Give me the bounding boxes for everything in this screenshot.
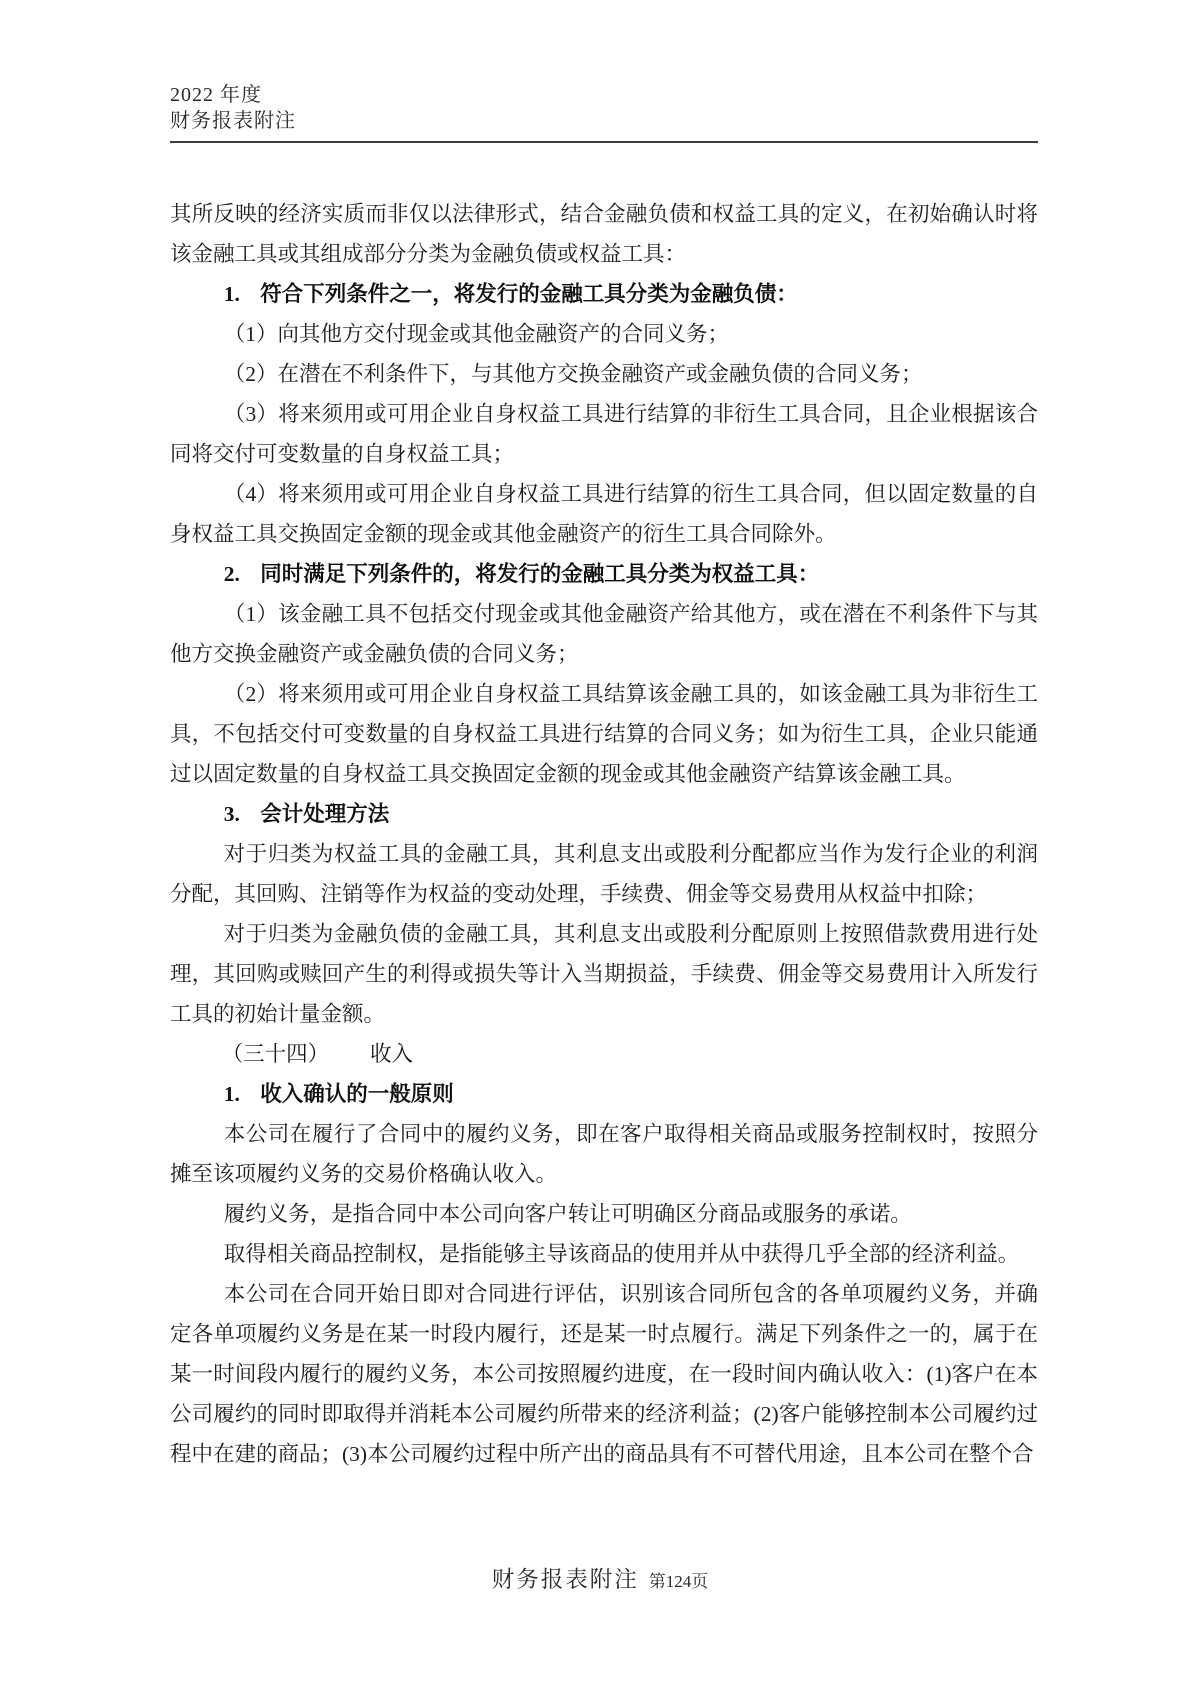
- heading-text: 会计处理方法: [260, 802, 390, 826]
- paragraph: （1）向其他方交付现金或其他金融资产的合同义务；: [223, 322, 730, 346]
- paragraph: 取得相关商品控制权，是指能够主导该商品的使用并从中获得几乎全部的经济利益。: [223, 1242, 1020, 1266]
- numbered-heading: [170, 274, 1038, 314]
- page-header: [170, 82, 1038, 143]
- paragraph: 本公司在履行了合同中的履约义务，即在客户取得相关商品或服务控制权时，按照分摊至该项履约义务的交易价格确认收入。: [170, 1122, 1038, 1186]
- header-year: 2022 年度: [170, 84, 262, 106]
- heading-text: 收入确认的一般原则: [260, 1082, 454, 1106]
- paragraph: 履约义务，是指合同中本公司向客户转让可明确区分商品或服务的承诺。: [223, 1202, 912, 1226]
- heading-text: 同时满足下列条件的，将发行的金融工具分类为权益工具：: [260, 562, 820, 586]
- document-body: [170, 194, 1038, 1474]
- numbered-heading: [170, 794, 1038, 834]
- section-number: （三十四）: [221, 1042, 330, 1066]
- paragraph: 对于归类为金融负债的金融工具，其利息支出或股利分配原则上按照借款费用进行处理，其回购或赎回产生的利得或损失等计入当期损益，手续费、佣金等交易费用计入所发行工具的初始计量金额。: [170, 922, 1038, 1026]
- paragraph: 对于归类为权益工具的金融工具，其利息支出或股利分配都应当作为发行企业的利润分配，其回购、注销等作为权益的变动处理，手续费、佣金等交易费用从权益中扣除；: [170, 842, 1038, 906]
- heading-text: 符合下列条件之一，将发行的金融工具分类为金融负债：: [260, 282, 798, 306]
- footer-label: 财务报表附注: [491, 1567, 639, 1592]
- header-title: 财务报表附注: [170, 110, 296, 132]
- paragraph: （3）将来须用或可用企业自身权益工具进行结算的非衍生工具合同，且企业根据该合同将交付可变数量的自身权益工具；: [170, 402, 1038, 466]
- page-footer: [0, 1562, 1200, 1594]
- paragraph: （4）将来须用或可用企业自身权益工具进行结算的衍生工具合同，但以固定数量的自身权益工具交换固定金额的现金或其他金融资产的衍生工具合同除外。: [170, 482, 1038, 546]
- heading-number: 1.: [223, 1082, 240, 1106]
- paragraph: （1）该金融工具不包括交付现金或其他金融资产给其他方，或在潜在不利条件下与其他方交换金融资产或金融负债的合同义务；: [170, 602, 1038, 666]
- footer-page-number: 第124页: [648, 1572, 709, 1591]
- paragraph: （2）在潜在不利条件下，与其他方交换金融资产或金融负债的合同义务；: [223, 362, 923, 386]
- paragraph: （2）将来须用或可用企业自身权益工具结算该金融工具的，如该金融工具为非衍生工具，不包括交付可变数量的自身权益工具进行结算的合同义务；如为衍生工具，企业只能通过以固定数量的自身权益工具交换固定金额的现金或其他金融资产结算该金融工具。: [170, 682, 1038, 786]
- section-heading: [170, 1034, 1038, 1074]
- paragraph: 本公司在合同开始日即对合同进行评估，识别该合同所包含的各单项履约义务，并确定各单项履约义务是在某一时段内履行，还是某一时点履行。满足下列条件之一的，属于在某一时间段内履行的履约义务，本公司按照履约进度，在一段时间内确认收入：(1)客户在本公司履约的同时即取得并消耗本公司履约所带来的经济利益；(2)客户能够控制本公司履约过程中在建的商品；(3)本公司履约过程中所产出的商品具有不可替代用途，且本公司在整个合: [170, 1282, 1038, 1466]
- paragraph: 其所反映的经济实质而非仅以法律形式，结合金融负债和权益工具的定义，在初始确认时将该金融工具或其组成部分分类为金融负债或权益工具：: [170, 202, 1038, 266]
- numbered-heading: [170, 1074, 1038, 1114]
- section-title: 收入: [369, 1042, 413, 1066]
- heading-number: 2.: [223, 562, 240, 586]
- heading-number: 3.: [223, 802, 240, 826]
- heading-number: 1.: [223, 282, 240, 306]
- numbered-heading: [170, 554, 1038, 594]
